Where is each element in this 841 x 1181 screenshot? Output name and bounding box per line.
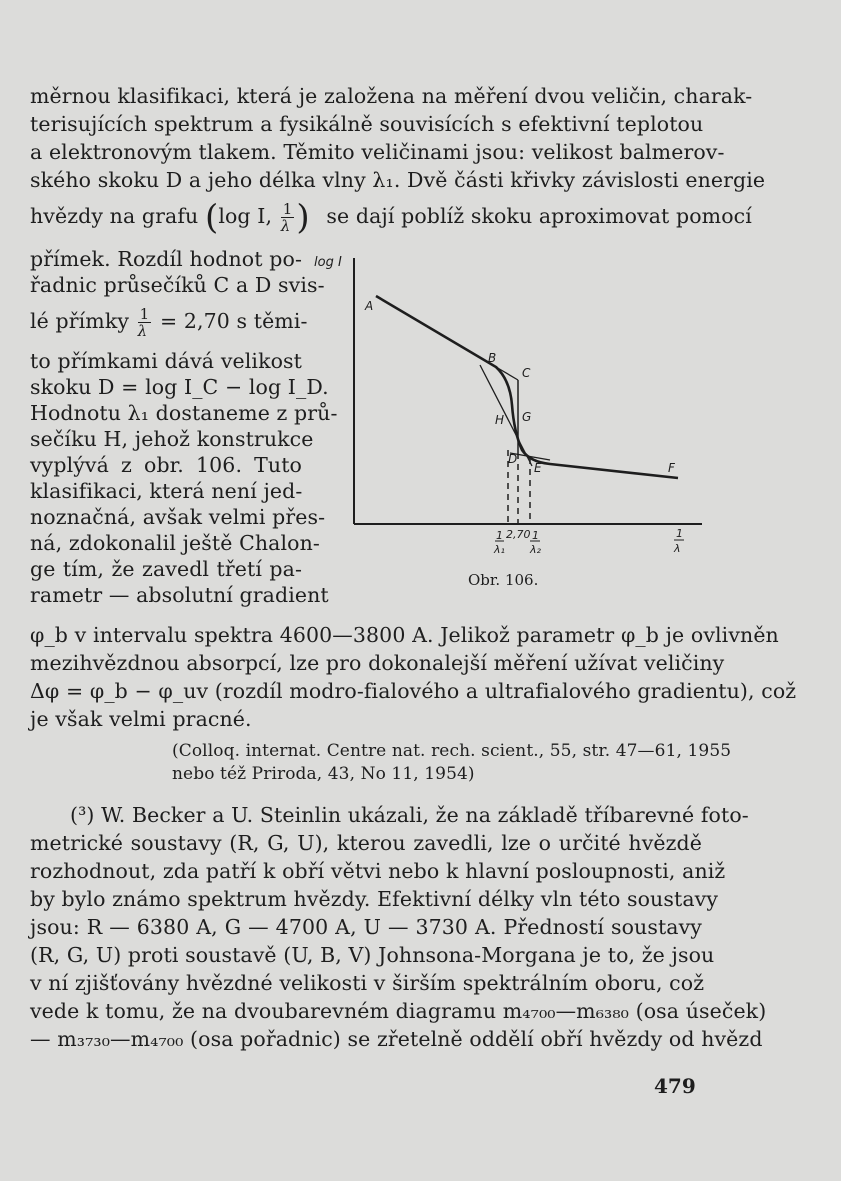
tick-label-lambda1: λ₁ bbox=[494, 543, 505, 556]
reference-line: nebo též Priroda, 43, No 11, 1954) bbox=[172, 764, 475, 784]
text-line: by bylo známo spektrum hvězdy. Efektivní délky vln této soustavy bbox=[30, 887, 719, 911]
text-line: terisujících spektrum a fysikálně souvisících s efektivní teplotou bbox=[30, 112, 704, 136]
x-axis-label-lambda: λ bbox=[674, 542, 681, 555]
text-line: — m₃₇₃₀—m₄₇₀₀ (osa pořadnic) se zřetelně oddělí obří hvězdy od hvězd bbox=[30, 1027, 763, 1051]
text-line: ského skoku D a jeho délka vlny λ₁. Dvě části křivky závislosti energie bbox=[30, 168, 766, 192]
text-line: ná, zdokonalil ještě Chalon- bbox=[30, 531, 320, 555]
text-line: měrnou klasifikaci, která je založena na měření dvou veličin, charak- bbox=[30, 84, 753, 108]
label-G: G bbox=[522, 410, 532, 424]
figure-106 bbox=[310, 240, 710, 570]
reference-line: (Colloq. internat. Centre nat. rech. scient., 55, str. 47—61, 1955 bbox=[172, 741, 732, 761]
text-line: mezihvězdnou absorpcí, lze pro dokonalejší měření užívat veličiny bbox=[30, 651, 725, 675]
text-line: je však velmi pracné. bbox=[30, 707, 252, 731]
text-line: jsou: R — 6380 A, G — 4700 A, U — 3730 A. Předností soustavy bbox=[30, 915, 702, 939]
tick-label-lambda2: λ₂ bbox=[530, 543, 541, 556]
text-line: vyplývá z obr. 106. Tuto bbox=[30, 453, 302, 477]
text-line: (³) W. Becker a U. Steinlin ukázali, že na základě tříbarevné foto- bbox=[70, 803, 749, 827]
text-line: ge tím, že zavedl třetí pa- bbox=[30, 557, 302, 581]
svg-text:1: 1 bbox=[532, 529, 539, 542]
energy-curve bbox=[376, 296, 678, 478]
figure-caption: Obr. 106. bbox=[468, 571, 539, 589]
svg-text:1: 1 bbox=[676, 527, 683, 540]
label-A: A bbox=[365, 299, 374, 313]
text-line: a elektronovým tlakem. Těmito veličinami jsou: velikost balmerov- bbox=[30, 140, 725, 164]
text-line: řadnic průsečíků C a D svis- bbox=[30, 273, 325, 297]
label-E: E bbox=[534, 461, 542, 475]
tick-label-270: 2,70 bbox=[506, 528, 531, 541]
text-line: přímek. Rozdíl hodnot po- bbox=[30, 247, 302, 271]
extrapolation-upper bbox=[496, 367, 518, 380]
text-line: to přímkami dává velikost bbox=[30, 349, 302, 373]
label-H: H bbox=[495, 413, 505, 427]
text-line: skoku D = log I_C − log I_D. bbox=[30, 375, 329, 399]
text-line: vede k tomu, že na dvoubarevném diagramu m₄₇₀₀—m₆₃₈₀ (osa úseček) bbox=[30, 999, 767, 1023]
text-line-graph-formula: hvězdy na grafu (log I, $\frac{1}{\lambda}$ ) se dají poblíž skoku aproximovat pomocí bbox=[30, 197, 752, 238]
text-line: rozhodnout, zda patří k obří větvi nebo k hlavní posloupnosti, aniž bbox=[30, 859, 726, 883]
text-line: (R, G, U) proti soustavě (U, B, V) Johnsona-Morgana je to, že jsou bbox=[30, 943, 715, 967]
text-line: φ_b v intervalu spektra 4600—3800 A. Jelikož parametr φ_b je ovlivněn bbox=[30, 623, 779, 647]
text-line: v ní zjišťovány hvězdné velikosti v širším spektrálním oboru, což bbox=[30, 971, 705, 995]
label-F: F bbox=[668, 461, 675, 475]
tick-label-1: 1 bbox=[496, 529, 503, 542]
text-line: klasifikaci, která není jed- bbox=[30, 479, 303, 503]
text-line: rametr — absolutní gradient bbox=[30, 583, 329, 607]
label-B: B bbox=[488, 351, 497, 365]
label-C: C bbox=[522, 366, 531, 380]
y-axis-label: log I bbox=[314, 255, 342, 270]
text-line: noznačná, avšak velmi přes- bbox=[30, 505, 326, 529]
text-line: Δφ = φ_b − φ_uv (rozdíl modro-fialového a ultrafialového gradientu), což bbox=[30, 679, 797, 703]
text-line: sečíku H, jehož konstrukce bbox=[30, 427, 314, 451]
text-line-fraction: lé přímky $\frac{1}{\lambda}$ = 2,70 s těmi- bbox=[30, 305, 308, 340]
text-line: Hodnotu λ₁ dostaneme z prů- bbox=[30, 401, 338, 425]
label-D: D bbox=[508, 452, 518, 466]
page-number: 479 bbox=[654, 1074, 696, 1098]
text-line: metrické soustavy (R, G, U), kterou zavedli, lze o určité hvězdě bbox=[30, 831, 702, 855]
